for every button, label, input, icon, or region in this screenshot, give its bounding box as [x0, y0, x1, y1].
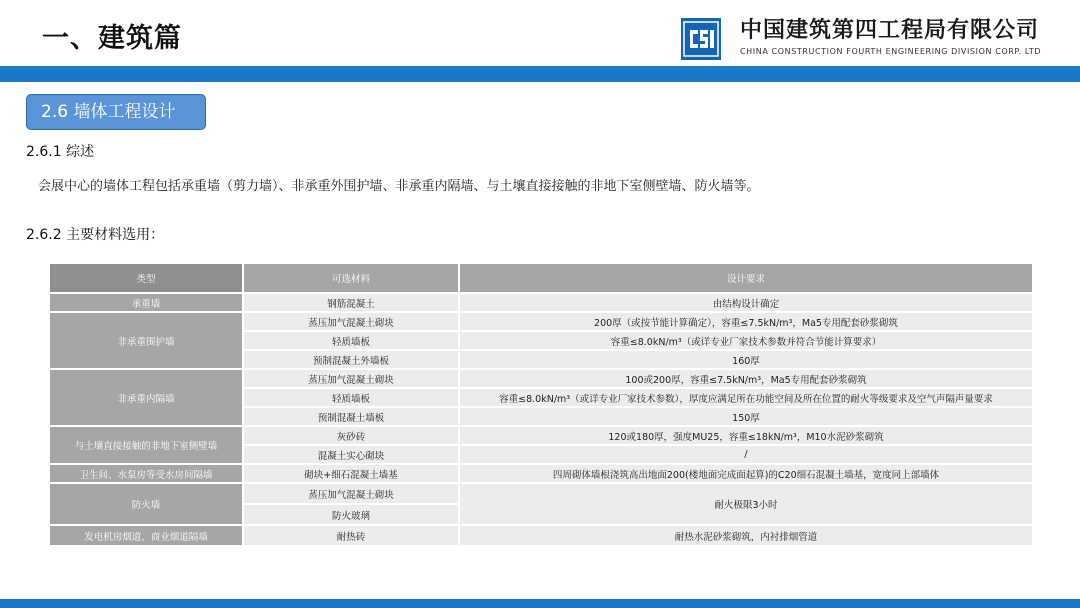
table-header-type: 类型 — [50, 264, 242, 292]
table-row — [50, 526, 1032, 545]
requirement-cell: 容重≤8.0kN/m³（或详专业厂家技术参数并符合节能计算要求） — [460, 332, 1032, 349]
material-cell: 轻质墙板 — [244, 389, 458, 406]
table-row — [50, 370, 1032, 387]
requirement-cell: 200厚（或按节能计算确定），容重≤7.5kN/m³，Ma5专用配套砂浆砌筑 — [460, 313, 1032, 330]
material-cell: 防火玻璃 — [244, 505, 458, 524]
slide-header — [0, 0, 1080, 66]
cscec-logo-icon — [681, 18, 721, 60]
wall-type-cell: 与土壤直接接触的非地下室侧壁墙 — [50, 427, 242, 463]
subsection-heading-overview: 2.6.1 综述 — [26, 144, 95, 160]
requirement-cell: 耐火极限3小时 — [460, 484, 1032, 524]
company-name-en: CHINA CONSTRUCTION FOURTH ENGINEERING DIVISION CORP. LTD — [740, 47, 1042, 56]
material-cell: 蒸压加气混凝土砌块 — [244, 484, 458, 503]
wall-type-cell: 卫生间、水泵房等受水房间隔墙 — [50, 465, 242, 482]
wall-type-cell: 非承重内隔墙 — [50, 370, 242, 425]
material-cell: 预制混凝土墙板 — [244, 408, 458, 425]
table-header-requirement: 设计要求 — [460, 264, 1032, 292]
requirement-cell: 120或180厚，强度MU25，容重≤18kN/m³，M10水泥砂浆砌筑 — [460, 427, 1032, 444]
material-cell: 混凝土实心砌块 — [244, 446, 458, 463]
requirement-cell: 容重≤8.0kN/m³（或详专业厂家技术参数），厚度应满足所在功能空间及所在位置的耐火等级要求及空气声隔声量要求 — [460, 389, 1032, 406]
requirement-cell: 150厚 — [460, 408, 1032, 425]
requirement-cell: 160厚 — [460, 351, 1032, 368]
wall-type-cell: 防火墙 — [50, 484, 242, 524]
section-badge: 2.6 墙体工程设计 — [26, 94, 206, 130]
requirement-cell: 100或200厚，容重≤7.5kN/m³，Ma5专用配套砂浆砌筑 — [460, 370, 1032, 387]
footer-bar — [0, 599, 1080, 608]
requirement-cell: 由结构设计确定 — [460, 294, 1032, 311]
table-row — [50, 427, 1032, 444]
company-name — [740, 18, 1041, 58]
header-divider-bar — [0, 66, 1080, 82]
material-cell: 砌块+细石混凝土墙基 — [244, 465, 458, 482]
material-cell: 预制混凝土外墙板 — [244, 351, 458, 368]
material-cell: 钢筋混凝土 — [244, 294, 458, 311]
requirement-cell: 耐热水泥砂浆砌筑，内衬排烟管道 — [460, 526, 1032, 545]
wall-type-cell: 承重墙 — [50, 294, 242, 311]
table-row — [50, 465, 1032, 482]
material-cell: 蒸压加气混凝土砌块 — [244, 313, 458, 330]
material-cell: 灰砂砖 — [244, 427, 458, 444]
requirement-cell: 四周砌体墙根浇筑高出地面200(楼地面完成面起算)的C20细石混凝土墙基，宽度同上部墙体 — [460, 465, 1032, 482]
subsection-heading-materials: 2.6.2 主要材料选用： — [26, 227, 165, 243]
table-row — [50, 294, 1032, 311]
table-row — [50, 484, 1032, 503]
intro-paragraph: 会展中心的墙体工程包括承重墙（剪力墙）、非承重外围护墙、非承重内隔墙、与土壤直接接触的非地下室侧壁墙、防火墙等。 — [38, 179, 760, 194]
table-header-material: 可选材料 — [244, 264, 458, 292]
company-name-cn: 中国建筑第四工程局有限公司 — [740, 18, 1040, 43]
table-row — [50, 313, 1032, 330]
page-title: 一、建筑篇 — [42, 23, 182, 54]
requirement-cell: / — [460, 446, 1032, 463]
wall-type-cell: 发电机房烟道、商业烟道隔墙 — [50, 526, 242, 545]
materials-table — [48, 262, 1034, 547]
material-cell: 轻质墙板 — [244, 332, 458, 349]
wall-type-cell: 非承重围护墙 — [50, 313, 242, 368]
material-cell: 耐热砖 — [244, 526, 458, 545]
material-cell: 蒸压加气混凝土砌块 — [244, 370, 458, 387]
